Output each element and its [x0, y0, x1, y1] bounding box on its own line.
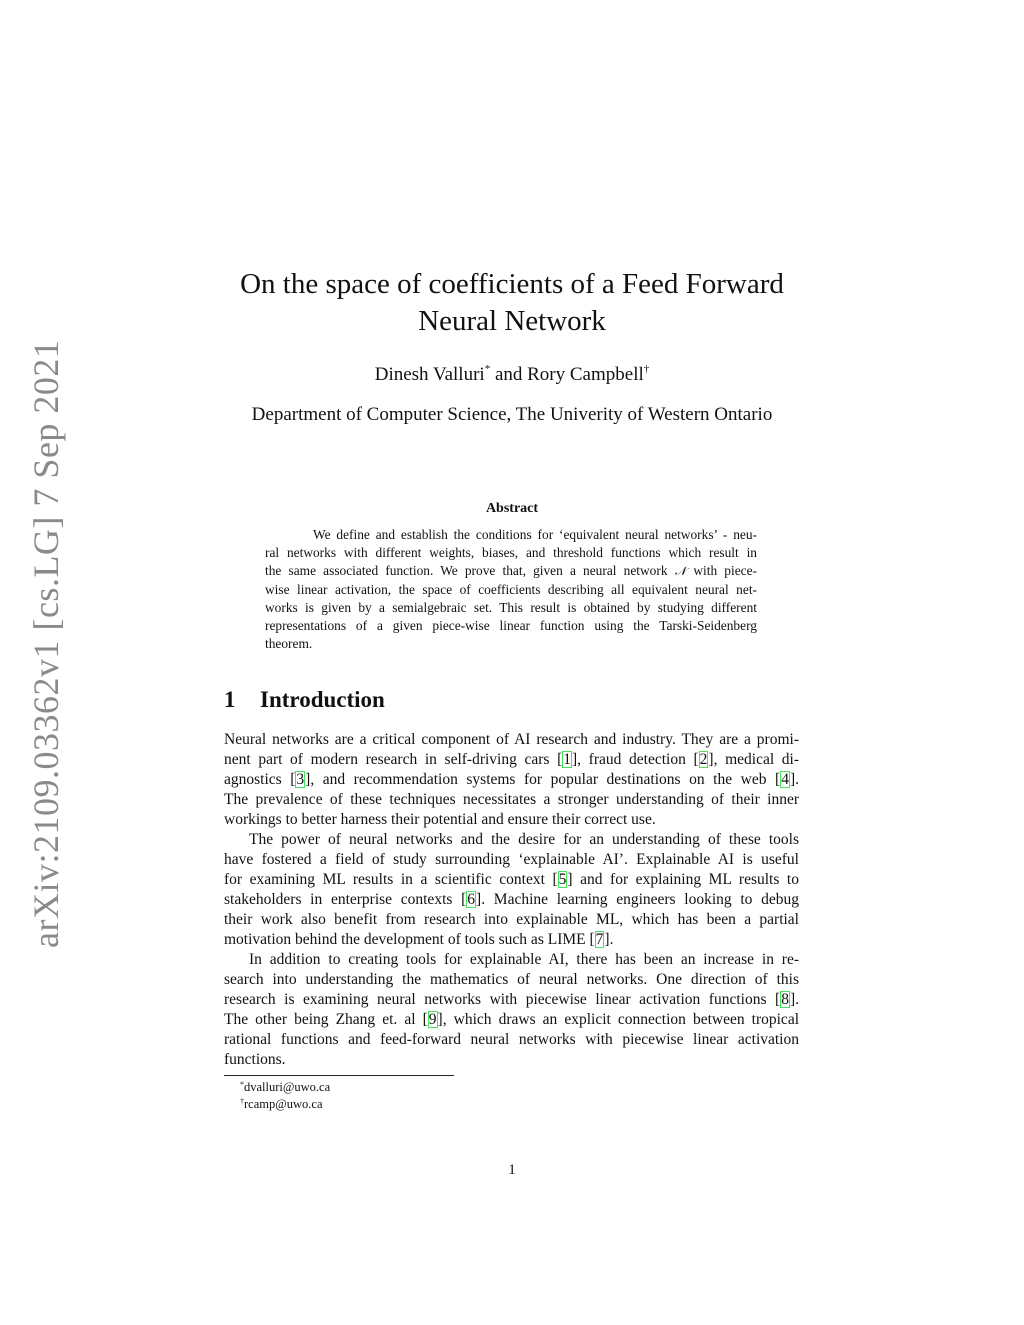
body-line: search into understanding the mathematics of neural networks. One direction of this [224, 971, 799, 988]
section-heading-introduction [224, 686, 385, 714]
introduction-body [224, 730, 799, 1070]
affiliation: Department of Computer Science, The Univerity of Western Ontario [251, 404, 773, 425]
citation-link-1[interactable]: 1 [563, 751, 571, 768]
abstract-line-text: the same associated function. We prove that, given a neural network [265, 563, 668, 579]
citation-link-2[interactable]: 2 [699, 751, 708, 768]
footnotes [240, 1079, 330, 1113]
body-text-run: for examining ML results in a scientific context [224, 871, 553, 888]
title-line-1: On the space of coefficients of a Feed Forward [240, 268, 784, 300]
footnote-email[interactable]: rcamp@uwo.ca [244, 1097, 323, 1111]
body-line: their work also benefit from research into explainable ML, which has been a partial [224, 911, 799, 928]
page-number: 1 [508, 1162, 516, 1178]
body-text-run: . Machine learning engineers looking to debug [481, 891, 799, 908]
footnote-campbell [240, 1096, 330, 1113]
body-text-run: . [609, 931, 614, 948]
title-line-2: Neural Network [418, 305, 606, 337]
body-text-run: , medical di- [713, 751, 799, 768]
footnote-email[interactable]: dvalluri@uwo.ca [244, 1080, 331, 1094]
body-text-run: , fraud detection [577, 751, 694, 768]
body-text-run: . [795, 991, 799, 1008]
section-title: Introduction [260, 687, 385, 712]
body-line: rational functions and feed-forward neural networks with piecewise linear activation [224, 1031, 799, 1048]
body-line: motivation behind the development of tools such as LIME [7]. [224, 931, 614, 948]
author-campbell: Rory Campbell [527, 364, 644, 385]
body-text-run: nent part of modern research in self-driving cars [224, 751, 558, 768]
abstract-line: We define and establish the conditions for ‘equivalent neural networks’ - neu- [313, 527, 757, 542]
arxiv-identifier-stamp: arXiv:2109.03362v1 [cs.LG] 7 Sep 2021 [26, 339, 66, 948]
abstract-line: works is given by a semialgebraic set. This result is obtained by studying different [265, 599, 757, 615]
author-campbell-footnote-mark[interactable]: † [643, 363, 650, 375]
footnote-mark: † [240, 1097, 244, 1106]
abstract-body [265, 526, 757, 653]
body-line: The prevalence of these techniques necessitates a stronger understanding of their inner [224, 791, 799, 808]
abstract-heading: Abstract [485, 501, 539, 516]
body-line: Neural networks are a critical component of AI research and industry. They are a promi- [224, 731, 799, 748]
body-line: The power of neural networks and the desire for an understanding of these tools [249, 831, 799, 848]
abstract-line: theorem. [265, 636, 313, 652]
author-conjunction: and [490, 364, 528, 385]
body-text-run: , and recommendation systems for popular destinations on the web [310, 771, 776, 788]
body-line: stakeholders in enterprise contexts [6]. Machine learning engineers looking to debug [224, 891, 799, 908]
abstract-line: ral networks with different weights, biases, and threshold functions which result in [265, 545, 757, 561]
abstract-line: representations of a given piece-wise linear function using the Tarski-Seidenberg [265, 618, 757, 634]
body-text-run: The other being Zhang et. al [224, 1011, 423, 1028]
body-line: agnostics [3], and recommendation systems for popular destinations on the web [4]. [224, 771, 799, 788]
abstract-line [265, 562, 757, 580]
citation-link-4[interactable]: 4 [781, 771, 789, 788]
body-text-run: research is examining neural networks with piecewise linear activation functions [224, 991, 776, 1008]
citation-link-8[interactable]: 8 [781, 991, 789, 1008]
body-text-run: and for explaining ML results to [572, 871, 799, 888]
citation-link-3[interactable]: 3 [296, 771, 305, 788]
body-line: The other being Zhang et. al [9], which draws an explicit connection between tropical [224, 1011, 799, 1028]
body-line: for examining ML results in a scientific context [5] and for explaining ML results to [224, 871, 799, 888]
citation-link-6[interactable]: 6 [467, 891, 476, 908]
citation-link-7[interactable]: 7 [595, 931, 604, 948]
citation-link-9[interactable]: 9 [428, 1011, 437, 1028]
body-text-run: motivation behind the development of tools such as LIME [224, 931, 590, 948]
footnote-mark: * [240, 1080, 244, 1089]
footnote-divider [224, 1075, 454, 1076]
paper-title [200, 266, 824, 340]
body-text-run: , which draws an explicit connection between tropical [442, 1011, 799, 1028]
abstract-line-text: with piece- [686, 563, 757, 579]
author-valluri-footnote-mark[interactable]: * [484, 363, 491, 375]
body-line: have fostered a field of study surrounding ‘explainable AI’. Explainable AI is useful [224, 851, 799, 868]
math-symbol-n: 𝒩 [674, 564, 687, 579]
footnote-valluri [240, 1079, 330, 1096]
body-line: nent part of modern research in self-driving cars [1], fraud detection [2], medical di- [224, 751, 799, 768]
body-line: In addition to creating tools for explainable AI, there has been an increase in re- [249, 951, 799, 968]
body-line: functions. [224, 1051, 286, 1068]
body-text-run: . [795, 771, 799, 788]
citation-link-5[interactable]: 5 [558, 871, 567, 888]
section-number: 1 [224, 687, 236, 712]
author-valluri: Dinesh Valluri [374, 364, 485, 385]
body-text-run: agnostics [224, 771, 291, 788]
abstract-line: wise linear activation, the space of coefficients describing all equivalent neural net- [265, 581, 757, 597]
body-text-run: stakeholders in enterprise contexts [224, 891, 462, 908]
body-line: workings to better harness their potential and ensure their correct use. [224, 811, 656, 828]
author-list [200, 362, 824, 388]
body-line: research is examining neural networks with piecewise linear activation functions [8]. [224, 991, 799, 1008]
